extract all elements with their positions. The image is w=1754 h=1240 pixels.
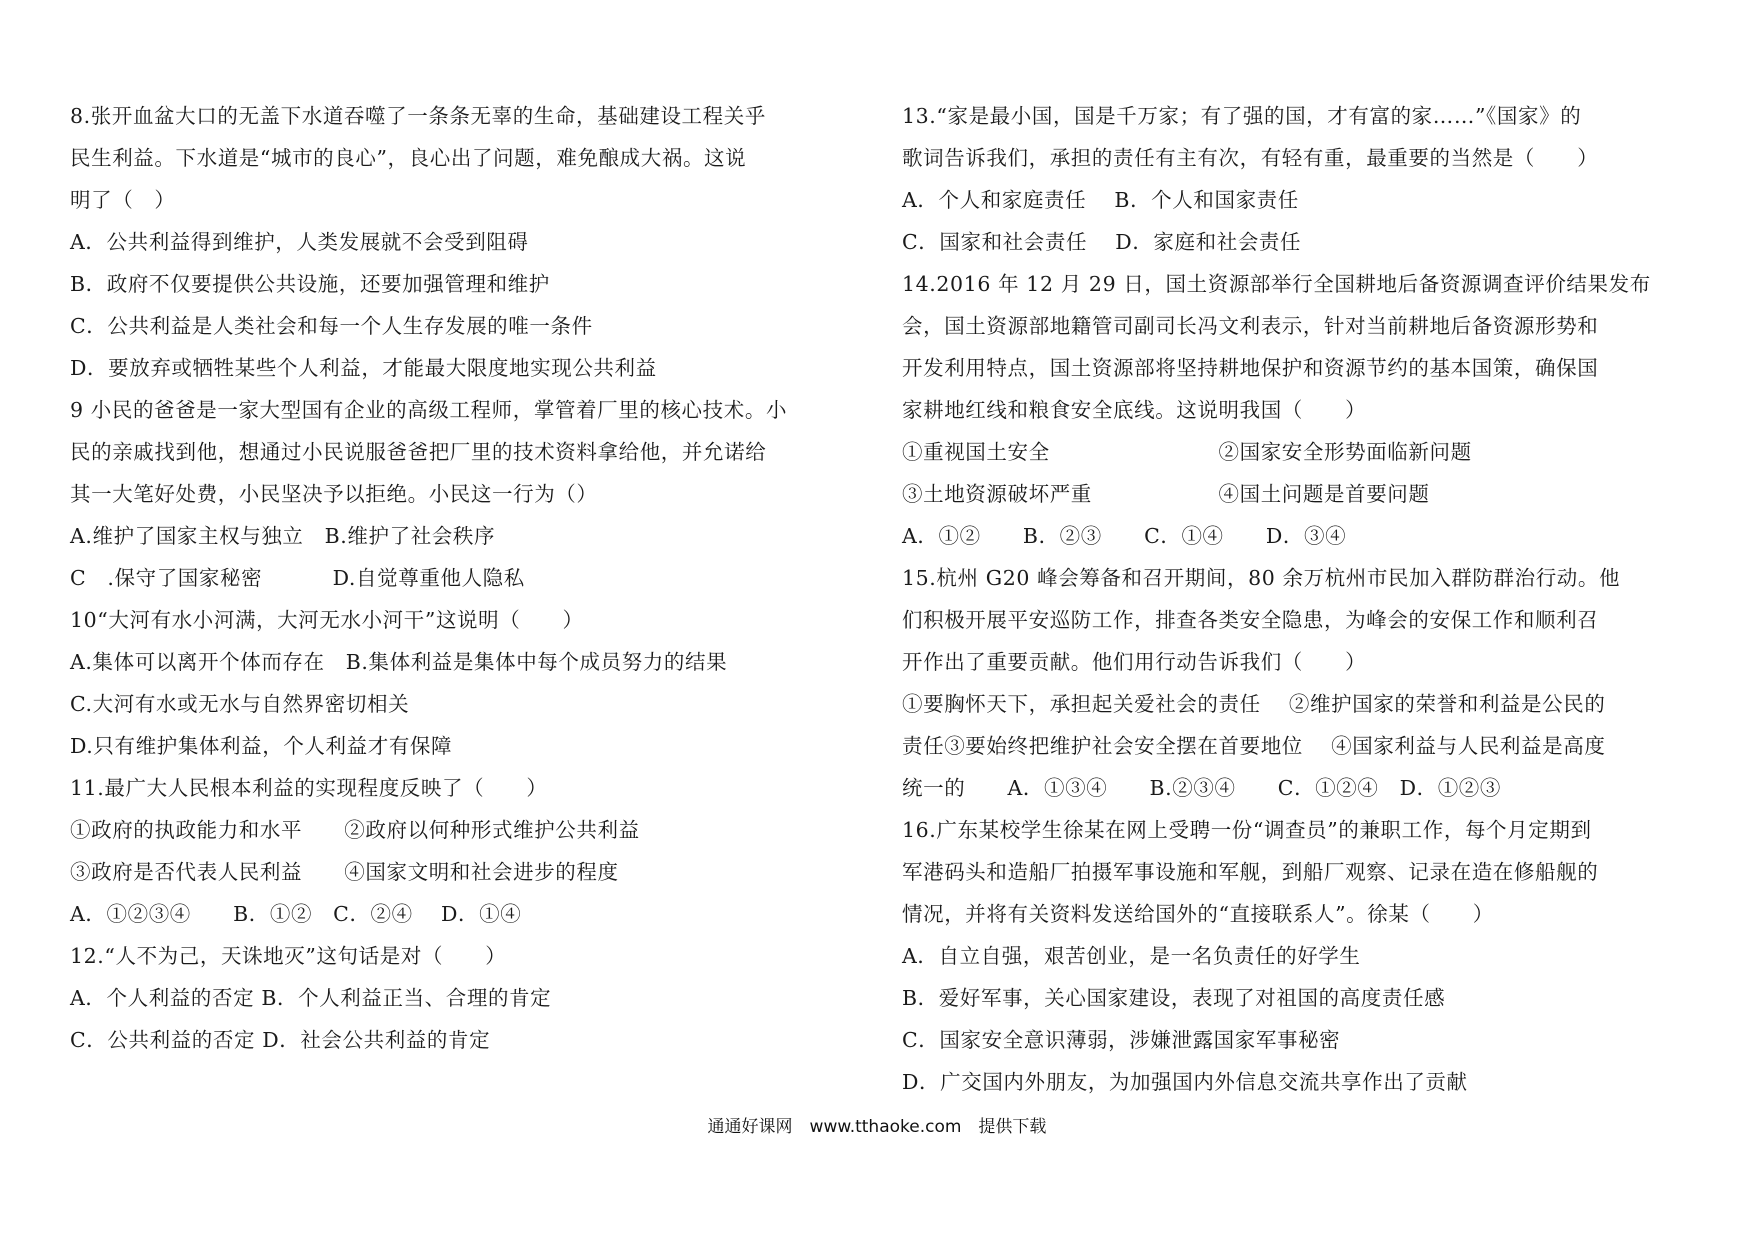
left-column-line: 民的亲戚找到他，想通过小民说服爸爸把厂里的技术资料拿给他，并允诺给 — [70, 440, 767, 464]
left-column-line: 12.“人不为己，天诛地灭”这句话是对（ ） — [70, 944, 507, 968]
left-column-line: D.只有维护集体利益，个人利益才有保障 — [70, 734, 453, 758]
right-column-line: 统一的 A．①③④ B.②③④ C．①②④ D．①②③ — [902, 776, 1502, 800]
right-column-line: ①重视国土安全 ②国家安全形势面临新问题 — [902, 440, 1472, 464]
left-column-line: A．公共利益得到维护，人类发展就不会受到阻碍 — [70, 230, 529, 254]
right-column-line: 16.广东某校学生徐某在网上受聘一份“调查员”的兼职工作，每个月定期到 — [902, 818, 1592, 842]
right-column-line: ③土地资源破坏严重 ④国土问题是首要问题 — [902, 482, 1430, 506]
left-column — [70, 95, 870, 1061]
right-column — [902, 95, 1702, 1103]
right-column-line: 情况，并将有关资料发送给国外的“直接联系人”。徐某（ ） — [902, 902, 1494, 926]
left-column-line: C.大河有水或无水与自然界密切相关 — [70, 692, 410, 716]
right-column-line: 责任③要始终把维护社会安全摆在首要地位 ④国家利益与人民利益是高度 — [902, 734, 1606, 758]
right-column-line: 开作出了重要贡献。他们用行动告诉我们（ ） — [902, 650, 1367, 674]
right-column-line: C．国家安全意识薄弱，涉嫌泄露国家军事秘密 — [902, 1028, 1341, 1052]
right-column-line: 13.“家是最小国，国是千万家；有了强的国，才有富的家……”《国家》的 — [902, 104, 1582, 128]
left-column-line: ①政府的执政能力和水平 ②政府以何种形式维护公共利益 — [70, 818, 640, 842]
left-column-line: 11.最广大人民根本利益的实现程度反映了（ ） — [70, 776, 548, 800]
right-column-line: D．广交国内外朋友，为加强国内外信息交流共享作出了贡献 — [902, 1070, 1468, 1094]
right-column-line: C．国家和社会责任 D．家庭和社会责任 — [902, 230, 1302, 254]
right-column-line: 14.2016 年 12 月 29 日，国土资源部举行全国耕地后备资源调查评价结果发布 — [902, 272, 1651, 296]
left-column-line: 8.张开血盆大口的无盖下水道吞噬了一条条无辜的生命，基础建设工程关乎 — [70, 104, 766, 128]
left-column-line: ③政府是否代表人民利益 ④国家文明和社会进步的程度 — [70, 860, 619, 884]
left-column-line: 9 小民的爸爸是一家大型国有企业的高级工程师，掌管着厂里的核心技术。小 — [70, 398, 788, 422]
left-column-line: D．要放弃或牺牲某些个人利益，才能最大限度地实现公共利益 — [70, 356, 657, 380]
right-column-line: 军港码头和造船厂拍摄军事设施和军舰，到船厂观察、记录在造在修船舰的 — [902, 860, 1599, 884]
left-column-line: A．①②③④ B．①② C．②④ D．①④ — [70, 902, 522, 926]
left-column-line: B．政府不仅要提供公共设施，还要加强管理和维护 — [70, 272, 550, 296]
right-column-line: A．个人和家庭责任 B．个人和国家责任 — [902, 188, 1299, 212]
left-column-line: A.维护了国家主权与独立 B.维护了社会秩序 — [70, 524, 496, 548]
right-column-line: 歌词告诉我们，承担的责任有主有次，有轻有重，最重要的当然是（ ） — [902, 146, 1599, 170]
left-column-line: C .保守了国家秘密 D.自觉尊重他人隐私 — [70, 566, 525, 590]
left-column-line: A.集体可以离开个体而存在 B.集体利益是集体中每个成员努力的结果 — [70, 650, 728, 674]
right-column-line: A．自立自强，艰苦创业，是一名负责任的好学生 — [902, 944, 1361, 968]
left-column-line: 其一大笔好处费，小民坚决予以拒绝。小民这一行为（） — [70, 482, 598, 506]
right-column-line: 开发利用特点，国土资源部将坚持耕地保护和资源节约的基本国策，确保国 — [902, 356, 1599, 380]
right-column-line: 会，国土资源部地籍管司副司长冯文利表示，针对当前耕地后备资源形势和 — [902, 314, 1599, 338]
left-column-line: C．公共利益是人类社会和每一个人生存发展的唯一条件 — [70, 314, 593, 338]
right-column-line: 15.杭州 G20 峰会筹备和召开期间，80 余万杭州市民加入群防群治行动。他 — [902, 566, 1621, 590]
left-column-line: A．个人利益的否定 B．个人利益正当、合理的肯定 — [70, 986, 552, 1010]
left-column-line: 10“大河有水小河满，大河无水小河干”这说明（ ） — [70, 608, 584, 632]
right-column-line: 家耕地红线和粮食安全底线。这说明我国（ ） — [902, 398, 1367, 422]
right-column-line: ①要胸怀天下，承担起关爱社会的责任 ②维护国家的荣誉和利益是公民的 — [902, 692, 1606, 716]
right-column-line: B．爱好军事，关心国家建设，表现了对祖国的高度责任感 — [902, 986, 1446, 1010]
right-column-line: 们积极开展平安巡防工作，排查各类安全隐患，为峰会的安保工作和顺利召 — [902, 608, 1599, 632]
right-column-line: A．①② B．②③ C．①④ D．③④ — [902, 524, 1347, 548]
footer-watermark: 通通好课网 www.tthaoke.com 提供下载 — [707, 1117, 1047, 1137]
left-column-line: 明了（ ） — [70, 188, 176, 212]
left-column-line: C．公共利益的否定 D．社会公共利益的肯定 — [70, 1028, 491, 1052]
left-column-line: 民生利益。下水道是“城市的良心”，良心出了问题，难免酿成大祸。这说 — [70, 146, 747, 170]
